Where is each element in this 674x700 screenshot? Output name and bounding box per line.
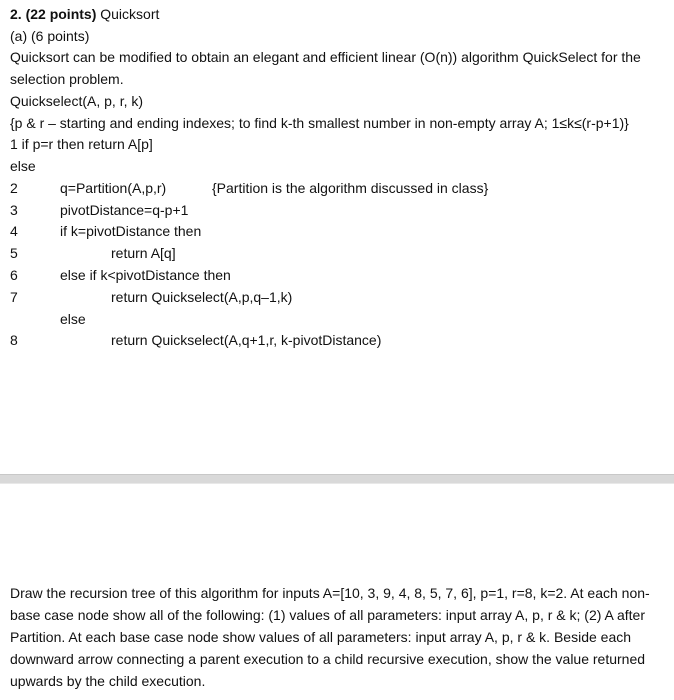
code-line-8: return Quickselect(A,q+1,r, k-pivotDistance): [111, 332, 382, 348]
intro-line-2: selection problem.: [10, 71, 124, 87]
code-line-2: q=Partition(A,p,r): [60, 180, 167, 196]
code-line-1: 1 if p=r then return A[p]: [10, 136, 153, 152]
else-label: else: [10, 158, 36, 174]
section-divider: [0, 474, 674, 484]
function-comment: {p & r – starting and ending indexes; to find k-th smallest number in non-empty array A; 1≤k≤(r-p+1)}: [10, 115, 629, 131]
question-number: 2.: [10, 6, 22, 22]
subpart-label: (a) (6 points): [10, 28, 90, 44]
line-number: 4: [10, 223, 18, 239]
code-line-4: if k=pivotDistance then: [60, 223, 202, 239]
line-number: 2: [10, 180, 18, 196]
line-number: 3: [10, 202, 18, 218]
function-signature: Quickselect(A, p, r, k): [10, 93, 144, 109]
question-points: (22 points): [25, 6, 97, 22]
question-title: Quicksort: [100, 6, 160, 22]
intro-line-1: Quicksort can be modified to obtain an elegant and efficient linear (O(n)) algorithm QuickSelect for the: [10, 49, 641, 65]
code-line-3: pivotDistance=q-p+1: [60, 202, 189, 218]
partition-note: {Partition is the algorithm discussed in class}: [212, 180, 489, 196]
task-paragraph: Draw the recursion tree of this algorithm for inputs A=[10, 3, 9, 4, 8, 5, 7, 6], p=1, r=8, k=2. At each non-base case node show all of the following: (1) values of all parameters: input array A, p, r & k; (2) A after Partition. At each base case node show values of all parameters: input array A, p, r & k. Beside each downward arrow connecting a parent execution to a child recursive execution, show the value returned upwards by the child execution.: [10, 585, 650, 689]
code-else: else: [60, 311, 86, 327]
line-number: 6: [10, 267, 18, 283]
line-number: 7: [10, 289, 18, 305]
line-number: 8: [10, 332, 18, 348]
question-header: [10, 5, 159, 23]
code-line-6: else if k<pivotDistance then: [60, 267, 231, 283]
code-line-5: return A[q]: [111, 245, 176, 261]
line-number: 5: [10, 245, 18, 261]
code-line-7: return Quickselect(A,p,q–1,k): [111, 289, 293, 305]
